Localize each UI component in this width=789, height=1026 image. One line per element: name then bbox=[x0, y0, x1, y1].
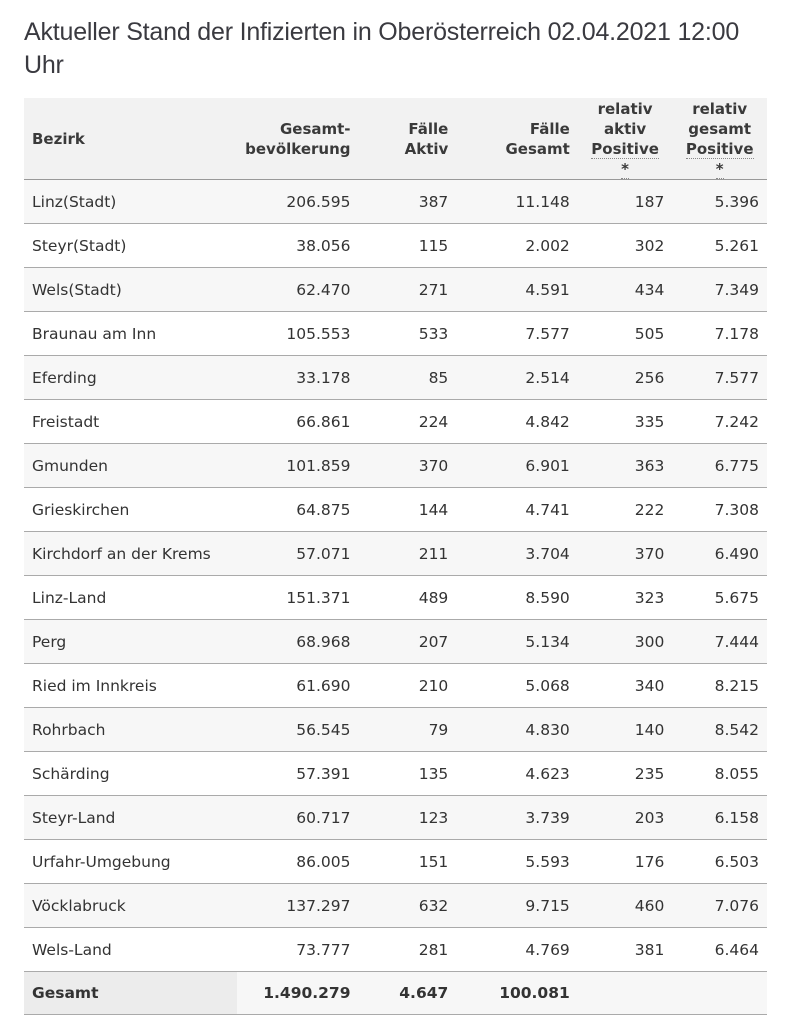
infections-table bbox=[24, 98, 767, 1015]
cell-relative-total: 7.577 bbox=[672, 356, 767, 400]
cell-population: 61.690 bbox=[237, 664, 358, 708]
cell-population: 57.071 bbox=[237, 532, 358, 576]
cell-total-cases: 7.577 bbox=[456, 312, 578, 356]
cell-bezirk: Wels(Stadt) bbox=[24, 268, 237, 312]
cell-relative-total: 8.055 bbox=[672, 752, 767, 796]
header-line-footnote: Positive * bbox=[685, 139, 754, 178]
table-row bbox=[24, 928, 767, 972]
header-line: bevölkerung bbox=[245, 139, 351, 158]
cell-relative-total: 6.490 bbox=[672, 532, 767, 576]
cell-active-cases: 151 bbox=[359, 840, 457, 884]
table-header-row bbox=[24, 98, 767, 180]
cell-relative-total: 7.242 bbox=[672, 400, 767, 444]
cell-bezirk: Schärding bbox=[24, 752, 237, 796]
total-label: Gesamt bbox=[24, 972, 237, 1015]
cell-bezirk: Linz-Land bbox=[24, 576, 237, 620]
cell-population: 206.595 bbox=[237, 180, 358, 224]
cell-active-cases: 387 bbox=[359, 180, 457, 224]
cell-relative-active: 363 bbox=[578, 444, 673, 488]
total-relative-total bbox=[672, 972, 767, 1015]
cell-relative-total: 6.775 bbox=[672, 444, 767, 488]
cell-bezirk: Wels-Land bbox=[24, 928, 237, 972]
cell-population: 64.875 bbox=[237, 488, 358, 532]
cell-total-cases: 3.739 bbox=[456, 796, 578, 840]
cell-total-cases: 4.842 bbox=[456, 400, 578, 444]
cell-bezirk: Braunau am Inn bbox=[24, 312, 237, 356]
header-line: Gesamt- bbox=[279, 119, 351, 138]
cell-active-cases: 115 bbox=[359, 224, 457, 268]
cell-active-cases: 123 bbox=[359, 796, 457, 840]
cell-relative-total: 6.158 bbox=[672, 796, 767, 840]
cell-relative-active: 340 bbox=[578, 664, 673, 708]
total-active-cases: 4.647 bbox=[359, 972, 457, 1015]
cell-total-cases: 4.591 bbox=[456, 268, 578, 312]
cell-relative-total: 5.261 bbox=[672, 224, 767, 268]
cell-population: 60.717 bbox=[237, 796, 358, 840]
cell-total-cases: 2.514 bbox=[456, 356, 578, 400]
total-cases: 100.081 bbox=[456, 972, 578, 1015]
cell-total-cases: 4.830 bbox=[456, 708, 578, 752]
column-header-bezirk: Bezirk bbox=[24, 98, 237, 180]
cell-total-cases: 11.148 bbox=[456, 180, 578, 224]
column-header-population bbox=[237, 98, 358, 180]
table-row bbox=[24, 268, 767, 312]
cell-total-cases: 5.593 bbox=[456, 840, 578, 884]
cell-relative-active: 187 bbox=[578, 180, 673, 224]
cell-active-cases: 533 bbox=[359, 312, 457, 356]
cell-total-cases: 5.134 bbox=[456, 620, 578, 664]
cell-relative-total: 8.215 bbox=[672, 664, 767, 708]
cell-relative-active: 323 bbox=[578, 576, 673, 620]
cell-relative-active: 222 bbox=[578, 488, 673, 532]
cell-bezirk: Gmunden bbox=[24, 444, 237, 488]
cell-relative-active: 300 bbox=[578, 620, 673, 664]
cell-bezirk: Steyr-Land bbox=[24, 796, 237, 840]
total-relative-active bbox=[578, 972, 673, 1015]
cell-bezirk: Vöcklabruck bbox=[24, 884, 237, 928]
header-line-footnote: Positive * bbox=[591, 139, 659, 178]
table-row bbox=[24, 884, 767, 928]
table-row bbox=[24, 444, 767, 488]
cell-bezirk: Steyr(Stadt) bbox=[24, 224, 237, 268]
cell-population: 86.005 bbox=[237, 840, 358, 884]
table-row bbox=[24, 488, 767, 532]
cell-relative-active: 505 bbox=[578, 312, 673, 356]
cell-total-cases: 8.590 bbox=[456, 576, 578, 620]
cell-population: 73.777 bbox=[237, 928, 358, 972]
cell-relative-active: 140 bbox=[578, 708, 673, 752]
table-row bbox=[24, 356, 767, 400]
cell-total-cases: 4.623 bbox=[456, 752, 578, 796]
table-body bbox=[24, 180, 767, 972]
cell-relative-active: 434 bbox=[578, 268, 673, 312]
table-row bbox=[24, 224, 767, 268]
cell-total-cases: 6.901 bbox=[456, 444, 578, 488]
cell-active-cases: 144 bbox=[359, 488, 457, 532]
cell-population: 38.056 bbox=[237, 224, 358, 268]
cell-relative-total: 7.444 bbox=[672, 620, 767, 664]
cell-active-cases: 210 bbox=[359, 664, 457, 708]
table-row bbox=[24, 796, 767, 840]
cell-active-cases: 370 bbox=[359, 444, 457, 488]
column-header-total-cases: Fälle Gesamt bbox=[456, 98, 578, 180]
cell-relative-active: 302 bbox=[578, 224, 673, 268]
cell-population: 57.391 bbox=[237, 752, 358, 796]
cell-active-cases: 135 bbox=[359, 752, 457, 796]
cell-active-cases: 224 bbox=[359, 400, 457, 444]
cell-active-cases: 271 bbox=[359, 268, 457, 312]
cell-relative-total: 7.308 bbox=[672, 488, 767, 532]
cell-relative-active: 176 bbox=[578, 840, 673, 884]
table-row bbox=[24, 752, 767, 796]
cell-population: 33.178 bbox=[237, 356, 358, 400]
header-line: relativ bbox=[692, 99, 748, 118]
cell-active-cases: 79 bbox=[359, 708, 457, 752]
table-row bbox=[24, 532, 767, 576]
column-header-relative-total bbox=[672, 98, 767, 180]
cell-relative-total: 6.464 bbox=[672, 928, 767, 972]
cell-relative-active: 335 bbox=[578, 400, 673, 444]
cell-active-cases: 207 bbox=[359, 620, 457, 664]
cell-population: 62.470 bbox=[237, 268, 358, 312]
cell-relative-total: 7.178 bbox=[672, 312, 767, 356]
header-line: relativ bbox=[597, 99, 653, 118]
total-population: 1.490.279 bbox=[237, 972, 358, 1015]
cell-population: 68.968 bbox=[237, 620, 358, 664]
table-row bbox=[24, 400, 767, 444]
table-row bbox=[24, 664, 767, 708]
cell-relative-total: 5.396 bbox=[672, 180, 767, 224]
cell-relative-active: 381 bbox=[578, 928, 673, 972]
cell-bezirk: Perg bbox=[24, 620, 237, 664]
cell-active-cases: 489 bbox=[359, 576, 457, 620]
cell-population: 56.545 bbox=[237, 708, 358, 752]
total-row bbox=[24, 972, 767, 1015]
column-header-active-cases: Fälle Aktiv bbox=[359, 98, 457, 180]
cell-total-cases: 9.715 bbox=[456, 884, 578, 928]
cell-relative-active: 460 bbox=[578, 884, 673, 928]
cell-active-cases: 85 bbox=[359, 356, 457, 400]
cell-population: 101.859 bbox=[237, 444, 358, 488]
header-line: gesamt bbox=[688, 119, 752, 138]
table-row bbox=[24, 312, 767, 356]
cell-relative-active: 203 bbox=[578, 796, 673, 840]
cell-population: 137.297 bbox=[237, 884, 358, 928]
cell-bezirk: Freistadt bbox=[24, 400, 237, 444]
cell-bezirk: Ried im Innkreis bbox=[24, 664, 237, 708]
table-row bbox=[24, 840, 767, 884]
cell-total-cases: 4.769 bbox=[456, 928, 578, 972]
table-row bbox=[24, 180, 767, 224]
cell-total-cases: 3.704 bbox=[456, 532, 578, 576]
cell-bezirk: Urfahr-Umgebung bbox=[24, 840, 237, 884]
column-header-relative-active bbox=[578, 98, 673, 180]
table-row bbox=[24, 576, 767, 620]
cell-total-cases: 4.741 bbox=[456, 488, 578, 532]
cell-bezirk: Linz(Stadt) bbox=[24, 180, 237, 224]
cell-relative-total: 7.349 bbox=[672, 268, 767, 312]
cell-bezirk: Kirchdorf an der Krems bbox=[24, 532, 237, 576]
cell-bezirk: Rohrbach bbox=[24, 708, 237, 752]
cell-relative-active: 256 bbox=[578, 356, 673, 400]
cell-total-cases: 2.002 bbox=[456, 224, 578, 268]
cell-relative-total: 6.503 bbox=[672, 840, 767, 884]
cell-active-cases: 281 bbox=[359, 928, 457, 972]
cell-relative-total: 7.076 bbox=[672, 884, 767, 928]
cell-relative-active: 370 bbox=[578, 532, 673, 576]
cell-total-cases: 5.068 bbox=[456, 664, 578, 708]
cell-relative-total: 5.675 bbox=[672, 576, 767, 620]
table-row bbox=[24, 708, 767, 752]
cell-relative-total: 8.542 bbox=[672, 708, 767, 752]
table-row bbox=[24, 620, 767, 664]
cell-active-cases: 211 bbox=[359, 532, 457, 576]
page-title: Aktueller Stand der Infizierten in Oberösterreich 02.04.2021 12:00 Uhr bbox=[24, 18, 740, 79]
cell-population: 105.553 bbox=[237, 312, 358, 356]
cell-active-cases: 632 bbox=[359, 884, 457, 928]
cell-population: 151.371 bbox=[237, 576, 358, 620]
cell-bezirk: Eferding bbox=[24, 356, 237, 400]
cell-bezirk: Grieskirchen bbox=[24, 488, 237, 532]
cell-relative-active: 235 bbox=[578, 752, 673, 796]
header-line: aktiv bbox=[603, 119, 647, 138]
cell-population: 66.861 bbox=[237, 400, 358, 444]
